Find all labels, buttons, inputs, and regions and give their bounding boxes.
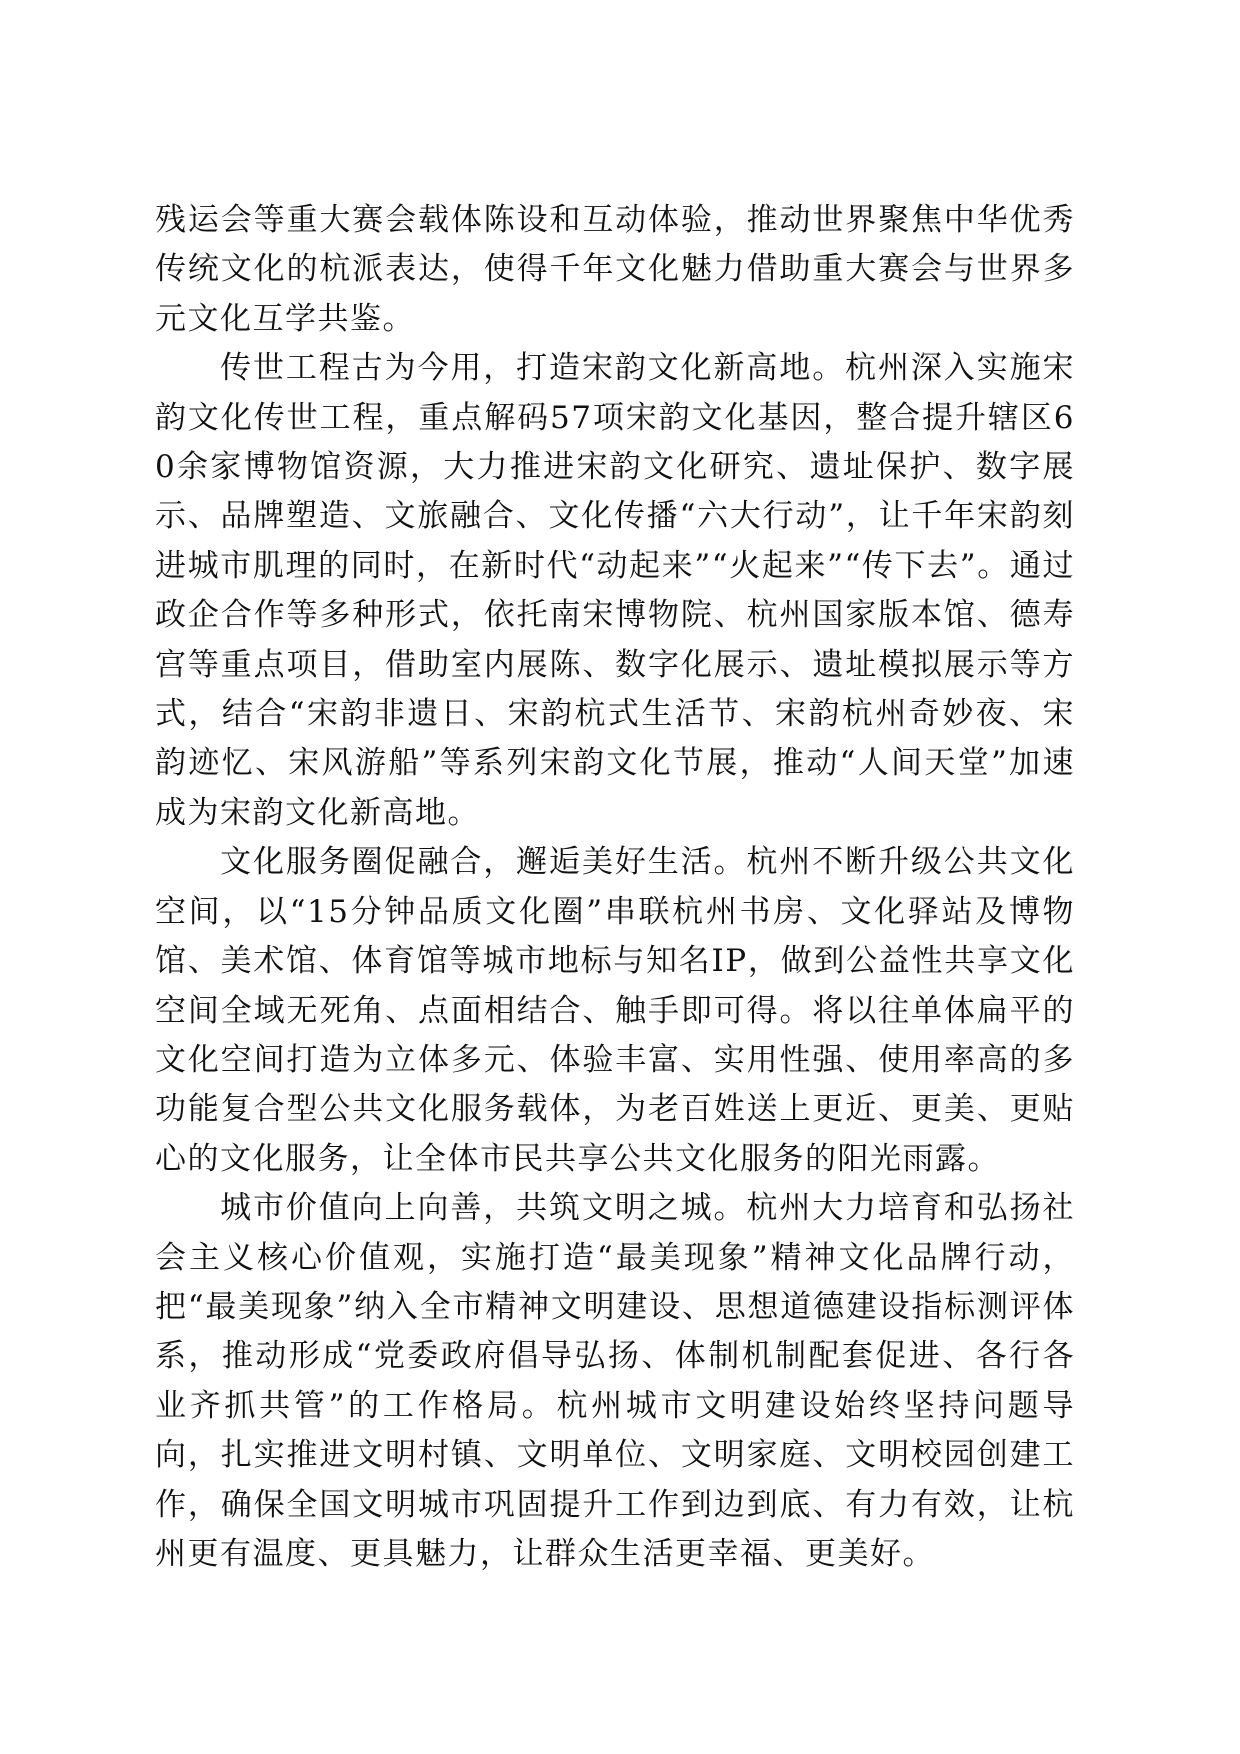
paragraph-cultural-service: 文化服务圈促融合，邂逅美好生活。杭州不断升级公共文化空间，以“15分钟品质文化圈”串联杭州书房、文化驿站及博物馆、美术馆、体育馆等城市地标与知名IP，做到公益性共享文化空间全域无死角、点面相结合、触手即可得。将以往单体扁平的文化空间打造为立体多元、体验丰富、实用性强、使用率高的多功能复合型公共文化服务载体，为老百姓送上更近、更美、更贴心的文化服务，让全体市民共享公共文化服务的阳光雨露。 — [155, 844, 1075, 1177]
document-body — [155, 196, 1075, 1579]
paragraph-song-culture: 传世工程古为今用，打造宋韵文化新高地。杭州深入实施宋韵文化传世工程，重点解码57项宋韵文化基因，整合提升辖区60余家博物馆资源，大力推进宋韵文化研究、遗址保护、数字展示、品牌塑造、文旅融合、文化传播“六大行动”，让千年宋韵刻进城市肌理的同时，在新时代“动起来”“火起来”“传下去”。通过政企合作等多种形式，依托南宋博物院、杭州国家版本馆、德寿宫等重点项目，借助室内展陈、数字化展示、遗址模拟展示等方式，结合“宋韵非遗日、宋韵杭式生活节、宋韵杭州奇妙夜、宋韵迹忆、宋风游船”等系列宋韵文化节展，推动“人间天堂”加速成为宋韵文化新高地。 — [155, 350, 1075, 831]
paragraph-continuation: 残运会等重大赛会载体陈设和互动体验，推动世界聚焦中华优秀传统文化的杭派表达，使得千年文化魅力借助重大赛会与世界多元文化互学共鉴。 — [155, 202, 1075, 337]
paragraph-city-civilization: 城市价值向上向善，共筑文明之城。杭州大力培育和弘扬社会主义核心价值观，实施打造“最美现象”精神文化品牌行动，把“最美现象”纳入全市精神文明建设、思想道德建设指标测评体系，推动形成“党委政府倡导弘扬、体制机制配套促进、各行各业齐抓共管”的工作格局。杭州城市文明建设始终坚持问题导向，扎实推进文明村镇、文明单位、文明家庭、文明校园创建工作，确保全国文明城市巩固提升工作到边到底、有力有效，让杭州更有温度、更具魅力，让群众生活更幸福、更美好。 — [155, 1190, 1075, 1572]
